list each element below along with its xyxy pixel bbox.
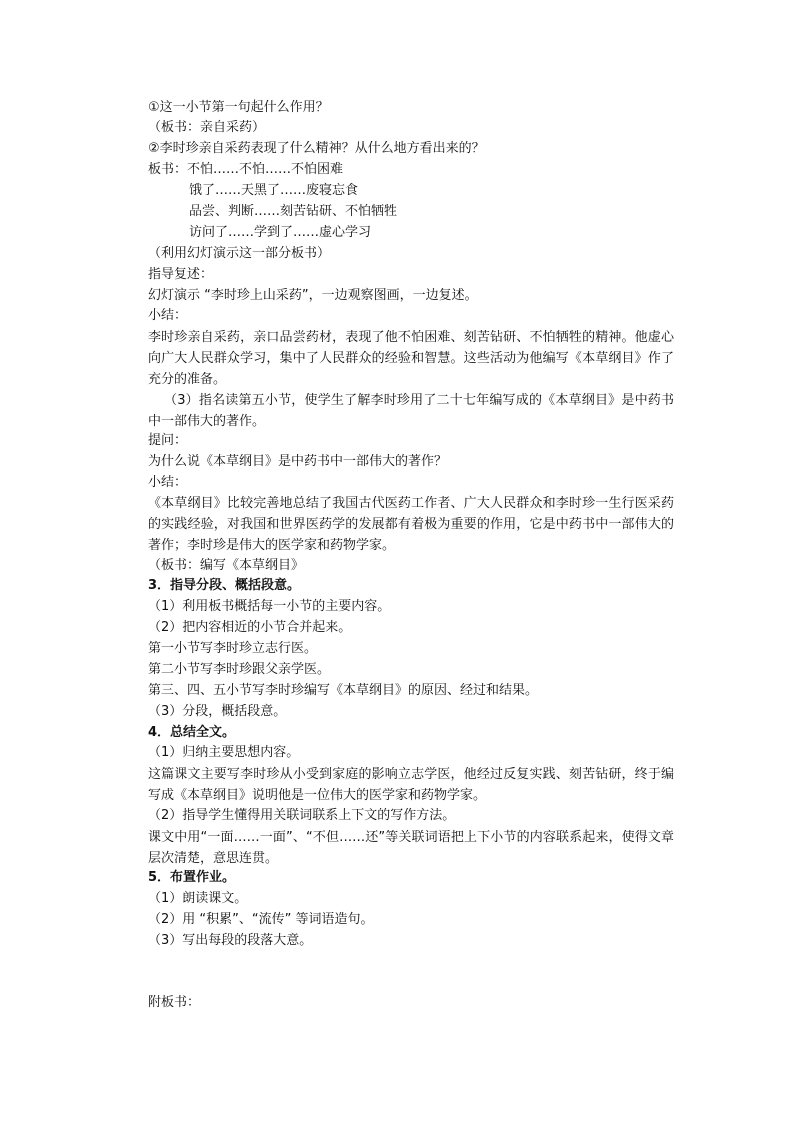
appendix-label: 附板书：	[148, 995, 201, 1010]
section-heading-3: 3．指导分段、概括段意。	[148, 578, 301, 593]
paragraph-3: 《本草纲目》比较完善地总结了我国古代医药工作者、广大人民群众和李时珍一生行医采药的实践经验，对我国和世界医药学的发展都有着极为重要的作用，它是中药书中一部伟大的著作；李时珍是伟大的医学家和药物学家。	[148, 496, 674, 553]
step-3-3: （3）分段，概括段意。	[148, 704, 287, 719]
paragraph-2: （3）指名读第五小节，使学生了解李时珍用了二十七年编写成的《本草纲目》是中药书中一部伟大的著作。	[148, 393, 674, 429]
summary-label-2: 小结：	[148, 475, 188, 490]
ask-question: 为什么说《本草纲目》是中药书中一部伟大的著作？	[148, 454, 448, 469]
ask-label: 提问：	[148, 433, 188, 448]
board-note-4: 品尝、判断……刻苦钻研、不怕牺牲	[189, 204, 398, 219]
board-note-2: 板书：不怕……不怕……不怕困难	[148, 162, 344, 177]
section-summary-3: 第三、四、五小节写李时珍编写《本草纲目》的原因、经过和结果。	[148, 683, 539, 698]
section-summary-2: 第二小节写李时珍跟父亲学医。	[148, 662, 331, 677]
step-3-2: （2）把内容相近的小节合并起来。	[148, 620, 352, 635]
section-summary-1: 第一小节写李时珍立志行医。	[148, 641, 318, 656]
question-2: ②李时珍亲自采药表现了什么精神？从什么地方看出来的？	[148, 141, 485, 156]
question-1: ①这一小节第一句起什么作用？	[148, 100, 329, 115]
board-note-3: 饿了……天黑了……废寝忘食	[189, 183, 359, 198]
step-5-2: （2）用 “积累”、“流传” 等词语造句。	[148, 912, 374, 927]
board-note-1: （板书：亲自采药）	[148, 120, 266, 135]
section-heading-5: 5．布置作业。	[148, 870, 236, 885]
step-5-3: （3）写出每段的段落大意。	[148, 933, 313, 948]
guide-label: 指导复述：	[148, 267, 214, 282]
step-4-2: （2）指导学生懂得用关联词联系上下文的写作方法。	[148, 808, 456, 823]
step-4-1: （1）归纳主要思想内容。	[148, 745, 300, 760]
paragraph-4: 这篇课文主要写李时珍从小受到家庭的影响立志学医，他经过反复实践、刻苦钻研，终于编写成《本草纲目》说明他是一位伟大的医学家和药物学家。	[148, 767, 674, 803]
board-note-6: （板书：编写《本草纲目》	[148, 558, 305, 573]
summary-label-1: 小结：	[148, 308, 188, 323]
step-5-1: （1）朗读课文。	[148, 891, 248, 906]
slide-note-1: （利用幻灯演示这一部分板书）	[148, 246, 331, 261]
slide-note-2: 幻灯演示 “李时珍上山采药”，一边观察图画，一边复述。	[148, 288, 478, 303]
step-3-1: （1）利用板书概括每一小节的主要内容。	[148, 599, 391, 614]
section-heading-4: 4．总结全文。	[148, 725, 236, 740]
paragraph-5: 课文中用“一面……一面”、“不但……还”等关联词语把上下小节的内容联系起来，使得文章层次清楚，意思连贯。	[148, 830, 674, 866]
paragraph-1: 李时珍亲自采药，亲口品尝药材，表现了他不怕困难、刻苦钻研、不怕牺牲的精神。他虚心向广大人民群众学习，集中了人民群众的经验和智慧。这些活动为他编写《本草纲目》作了充分的准备。	[148, 330, 674, 387]
board-note-5: 访问了……学到了……虚心学习	[189, 225, 372, 240]
